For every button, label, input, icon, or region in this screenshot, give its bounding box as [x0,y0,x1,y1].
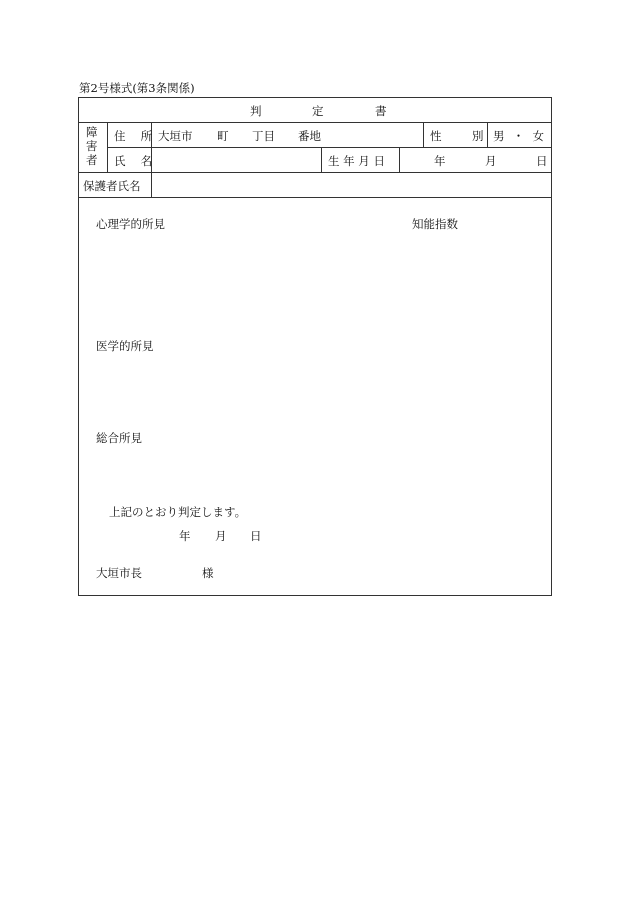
title-char: 書 [375,104,387,118]
guardian-label: 保護者氏名 [83,179,141,193]
col-divider [487,122,488,147]
address-label: 住 所 [114,129,158,143]
date-month-unit: 月 [215,529,227,543]
overall-findings-label: 総合所見 [96,431,142,445]
address-banchi: 番地 [298,129,321,143]
date-day-unit: 日 [250,529,262,543]
title-char: 定 [312,104,324,118]
person-label-char: 者 [86,153,98,167]
judgment-statement: 上記のとおり判定します。 [109,505,247,519]
gender-label: 性 [430,129,442,143]
person-label-char: 害 [86,139,98,153]
title-char: 判 [250,104,262,118]
gender-label: 別 [472,129,484,143]
col-divider [321,147,322,172]
row-divider [79,172,551,173]
col-divider [107,122,108,172]
birth-day-unit: 日 [536,154,548,168]
birthdate-label: 生 年 月 日 [328,154,385,168]
judgment-form [78,97,552,596]
medical-findings-label: 医学的所見 [96,339,154,353]
honorific: 様 [202,566,214,580]
address-chome: 丁目 [252,129,275,143]
col-divider [399,147,400,172]
address-city: 大垣市 [158,129,193,143]
name-label: 氏 名 [114,154,158,168]
address-town: 町 [217,129,229,143]
person-label-char: 障 [86,125,98,139]
row-divider [79,122,551,123]
date-year-unit: 年 [179,529,191,543]
row-divider [79,197,551,198]
gender-options: 男 ・ 女 [493,129,547,143]
psychological-findings-label: 心理学的所見 [96,217,165,231]
row-divider [107,147,551,148]
col-divider [423,122,424,147]
form-code: 第2号様式(第3条関係) [79,81,195,95]
iq-label: 知能指数 [412,217,458,231]
birth-month-unit: 月 [485,154,497,168]
addressee: 大垣市長 [96,566,142,580]
birth-year-unit: 年 [434,154,446,168]
